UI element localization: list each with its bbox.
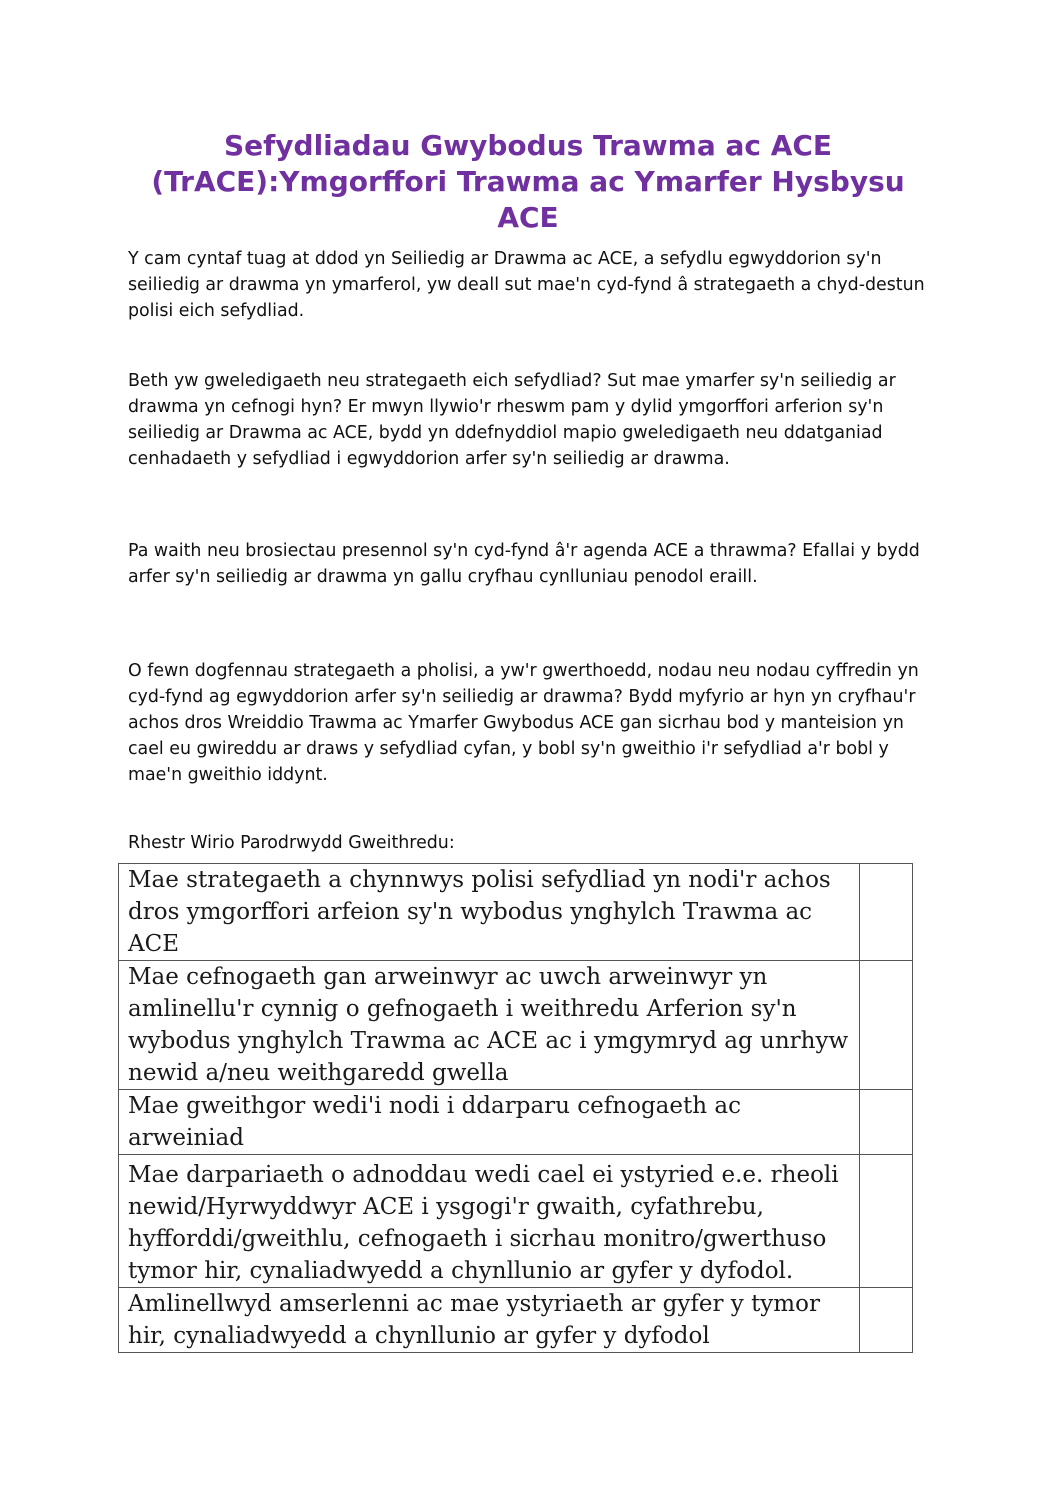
checklist-row	[119, 1090, 913, 1155]
checklist-item-text: Mae darpariaeth o adnoddau wedi cael ei ystyried e.e. rheoli newid/Hyrwyddwyr ACE i ysgogi'r gwaith, cyfathrebu, hyfforddi/gweithlu, cefnogaeth i sicrhau monitro/gwerthuso tymor hir, cynaliadwyedd a chynllunio ar gyfer y dyfodol.	[119, 1155, 860, 1288]
checklist-item-text: Amlinellwyd amserlenni ac mae ystyriaeth ar gyfer y tymor hir, cynaliadwyedd a chynllunio ar gyfer y dyfodol	[119, 1288, 860, 1353]
readiness-checklist-table	[118, 863, 913, 1353]
checklist-heading: Rhestr Wirio Parodrwydd Gweithredu:	[128, 833, 455, 853]
document-title: Sefydliadau Gwybodus Trawma ac ACE (TrACE):Ymgorffori Trawma ac Ymarfer Hysbysu ACE	[151, 129, 905, 234]
checklist-check-cell[interactable]	[860, 1288, 913, 1353]
vision-paragraph: Beth yw gweledigaeth neu strategaeth eich sefydliad? Sut mae ymarfer sy'n seiliedig ar drawma yn cefnogi hyn? Er mwyn llywio'r rheswm pam y dylid ymgorffori arferion sy'n seiliedig ar Drawma ac ACE, bydd yn ddefnyddiol mapio gweledigaeth neu ddatganiad cenhadaeth y sefydliad i egwyddorion arfer sy'n seiliedig ar drawma.	[128, 371, 896, 469]
checklist-check-cell[interactable]	[860, 961, 913, 1090]
checklist-row	[119, 864, 913, 961]
checklist-item-text: Mae cefnogaeth gan arweinwyr ac uwch arweinwyr yn amlinellu'r cynnig o gefnogaeth i weithredu Arferion sy'n wybodus ynghylch Trawma ac ACE ac i ymgymryd ag unrhyw newid a/neu weithgaredd gwella	[119, 961, 860, 1090]
checklist-row	[119, 1155, 913, 1288]
checklist-check-cell[interactable]	[860, 1090, 913, 1155]
policy-paragraph: O fewn dogfennau strategaeth a pholisi, a yw'r gwerthoedd, nodau neu nodau cyffredin yn cyd-fynd ag egwyddorion arfer sy'n seiliedig ar drawma? Bydd myfyrio ar hyn yn cryfhau'r achos dros Wreiddio Trawma ac Ymarfer Gwybodus ACE gan sicrhau bod y manteision yn cael eu gwireddu ar draws y sefydliad cyfan, y bobl sy'n gweithio i'r sefydliad a'r bobl y mae'n gweithio iddynt.	[128, 661, 919, 785]
intro-paragraph: Y cam cyntaf tuag at ddod yn Seiliedig ar Drawma ac ACE, a sefydlu egwyddorion sy'n seiliedig ar drawma yn ymarferol, yw deall sut mae'n cyd-fynd â strategaeth a chyd-destun polisi eich sefydliad.	[128, 249, 925, 321]
projects-paragraph: Pa waith neu brosiectau presennol sy'n cyd-fynd â'r agenda ACE a thrawma? Efallai y bydd arfer sy'n seiliedig ar drawma yn gallu cryfhau cynlluniau penodol eraill.	[128, 541, 920, 587]
checklist-item-text: Mae gweithgor wedi'i nodi i ddarparu cefnogaeth ac arweiniad	[119, 1090, 860, 1155]
checklist-item-text: Mae strategaeth a chynnwys polisi sefydliad yn nodi'r achos dros ymgorffori arfeion sy'n wybodus ynghylch Trawma ac ACE	[119, 864, 860, 961]
checklist-row	[119, 961, 913, 1090]
checklist-row	[119, 1288, 913, 1353]
checklist-check-cell[interactable]	[860, 864, 913, 961]
checklist-check-cell[interactable]	[860, 1155, 913, 1288]
